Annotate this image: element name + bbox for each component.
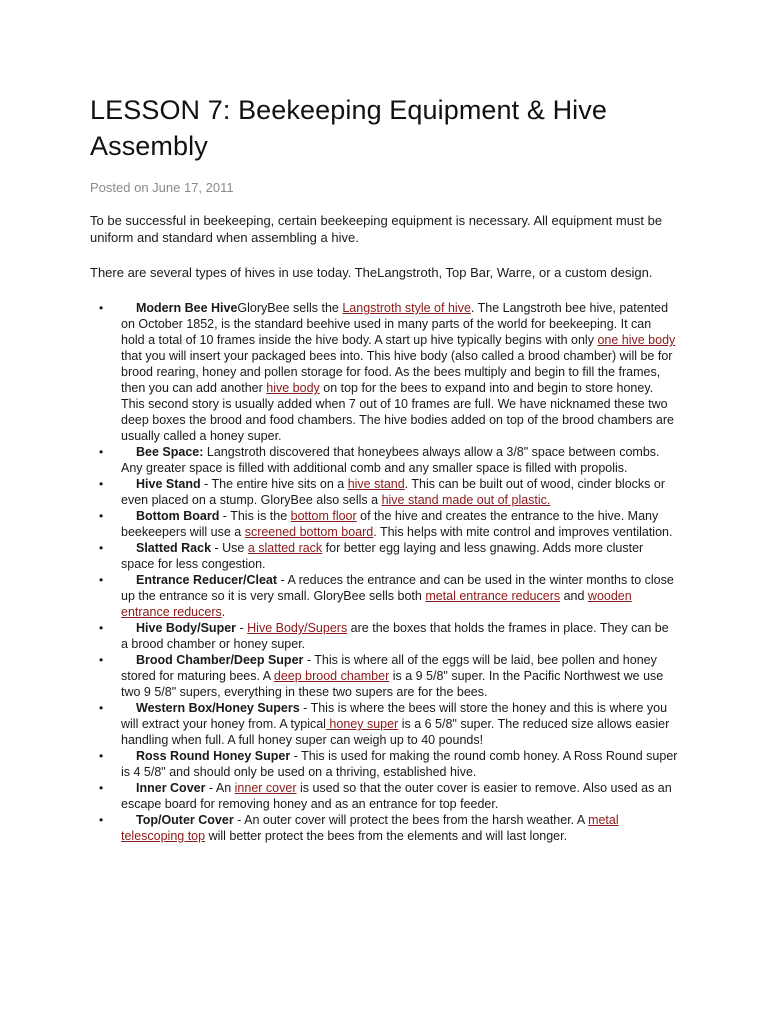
- bullet-icon: •: [99, 701, 104, 715]
- bullet-icon: •: [99, 653, 104, 667]
- page-title: LESSON 7: Beekeeping Equipment & Hive Assembly: [90, 95, 607, 161]
- item-text: that you will insert your packaged bees into. This hive body (also called a brood chamber) will be for brood rearing, honey and pollen storage for food. As the bees multiply and begin to fill the frames, then you can add another: [121, 349, 673, 395]
- bullet-icon: •: [99, 573, 104, 587]
- list-item: [91, 444, 678, 476]
- list-item: [91, 540, 678, 572]
- item-text: are the boxes that holds the frames in place. They can be a brood chamber or honey super.: [121, 621, 669, 651]
- bullet-icon: •: [99, 509, 104, 523]
- item-term: Ross Round Honey Super: [136, 749, 291, 763]
- product-link[interactable]: honey super: [325, 717, 399, 731]
- bullet-icon: •: [99, 813, 104, 827]
- equipment-list: [90, 300, 678, 844]
- product-link[interactable]: metal telescoping top: [121, 813, 619, 843]
- item-text: - This is where the bees will store the honey and this is where you will extract your honey from. A typical: [121, 701, 668, 731]
- item-term: Inner Cover: [136, 781, 206, 795]
- bullet-icon: •: [99, 477, 104, 491]
- product-link[interactable]: Langstroth style of hive: [342, 301, 471, 315]
- item-text: for better egg laying and less gnawing. Adds more cluster space for less congestion.: [121, 541, 644, 571]
- item-text: GloryBee sells the: [237, 301, 343, 315]
- product-link[interactable]: screened bottom board: [244, 525, 374, 539]
- item-text: .: [221, 605, 226, 619]
- list-item: [91, 748, 678, 780]
- hive-types-paragraph: There are several types of hives in use today. TheLangstroth, Top Bar, Warre, or a custom design.: [90, 265, 653, 280]
- item-text: . The Langstroth bee hive, patented on October 1852, is the standard beehive used in many parts of the world for beekeeping. It can hold a total of 10 frames inside the hive body. A start up hive typically begins with only: [121, 301, 669, 347]
- item-term: Brood Chamber/Deep Super: [136, 653, 304, 667]
- list-item: [91, 508, 678, 540]
- product-link[interactable]: hive stand made out of plastic.: [381, 493, 551, 507]
- product-link[interactable]: bottom floor: [290, 509, 357, 523]
- item-text: . This helps with mite control and improves ventilation.: [373, 525, 673, 539]
- item-text: is used so that the outer cover is easier to remove. Also used as an escape board for removing honey and as an entrance for top feeder.: [121, 781, 672, 811]
- list-item: [91, 476, 678, 508]
- item-text: - This is where all of the eggs will be laid, bee pollen and honey stored for maturing bees. A: [121, 653, 657, 683]
- list-item: [91, 700, 678, 748]
- item-term: Slatted Rack: [136, 541, 212, 555]
- item-text: is a 6 5/8" super. The reduced size allows easier handling when full. A full honey super can weigh up to 40 pounds!: [121, 717, 670, 747]
- product-link[interactable]: deep brood chamber: [273, 669, 390, 683]
- item-term: Entrance Reducer/Cleat: [136, 573, 278, 587]
- item-text: - This is the: [219, 509, 291, 523]
- item-term: Top/Outer Cover: [136, 813, 234, 827]
- item-text: - An outer cover will protect the bees from the harsh weather. A: [233, 813, 589, 827]
- list-item: [91, 812, 678, 844]
- item-text: will better protect the bees from the elements and will last longer.: [205, 829, 568, 843]
- intro-paragraph: To be successful in beekeeping, certain beekeeping equipment is necessary. All equipment must be uniform and standard when assembling a hive.: [90, 213, 663, 245]
- list-item: [91, 572, 678, 620]
- item-text: . This can be built out of wood, cinder blocks or even placed on a stump. GloryBee also sells a: [121, 477, 665, 507]
- bullet-icon: •: [99, 749, 104, 763]
- item-term: Modern Bee Hive: [136, 301, 238, 315]
- product-link[interactable]: a slatted rack: [247, 541, 323, 555]
- item-text: - Use: [211, 541, 248, 555]
- item-term: Bottom Board: [136, 509, 220, 523]
- item-term: Western Box/Honey Supers: [136, 701, 300, 715]
- item-term: Hive Stand: [136, 477, 201, 491]
- bullet-icon: •: [99, 541, 104, 555]
- product-link[interactable]: metal entrance reducers: [425, 589, 561, 603]
- item-text: Langstroth discovered that honeybees always allow a 3/8" space between combs. Any greater space is filled with additional comb and any smaller space is filled with propolis.: [121, 445, 660, 475]
- item-text: of the hive and creates the entrance to the hive. Many beekeepers will use a: [121, 509, 659, 539]
- product-link[interactable]: inner cover: [234, 781, 297, 795]
- item-text: - A reduces the entrance and can be used in the winter months to close up the entrance so it is very small. GloryBee sells both: [121, 573, 674, 603]
- item-text: is a 9 5/8" super. In the Pacific Northwest we use two 9 5/8" supers, everything in these two supers are for the bees.: [121, 669, 664, 699]
- posted-date: Posted on June 17, 2011: [90, 180, 234, 195]
- item-term: Hive Body/Super: [136, 621, 237, 635]
- product-link[interactable]: hive body: [266, 381, 320, 395]
- list-item: [91, 780, 678, 812]
- item-text: - The entire hive sits on a: [200, 477, 348, 491]
- list-item: [91, 300, 678, 444]
- product-link[interactable]: one hive body: [597, 333, 676, 347]
- product-link[interactable]: wooden entrance reducers: [121, 589, 632, 619]
- product-link[interactable]: Hive Body/Supers: [247, 621, 348, 635]
- item-text: - This is used for making the round comb honey. A Ross Round super is 4 5/8" and should only be used on a thriving, established hive.: [121, 749, 678, 779]
- item-text: - An: [205, 781, 235, 795]
- bullet-icon: •: [99, 445, 104, 459]
- bullet-icon: •: [99, 301, 104, 315]
- item-text: on top for the bees to expand into and begin to store honey. This second story is usually added when 7 out of 10 frames are full. We have nicknamed these two deep boxes the brood and food chambers. The hive bodies added on top of the brood chambers are usually called a honey super.: [121, 381, 674, 443]
- item-text: and: [560, 589, 588, 603]
- list-item: [91, 652, 678, 700]
- bullet-icon: •: [99, 621, 104, 635]
- bullet-icon: •: [99, 781, 104, 795]
- item-text: -: [236, 621, 248, 635]
- list-item: [91, 620, 678, 652]
- product-link[interactable]: hive stand: [347, 477, 405, 491]
- item-term: Bee Space:: [136, 445, 204, 459]
